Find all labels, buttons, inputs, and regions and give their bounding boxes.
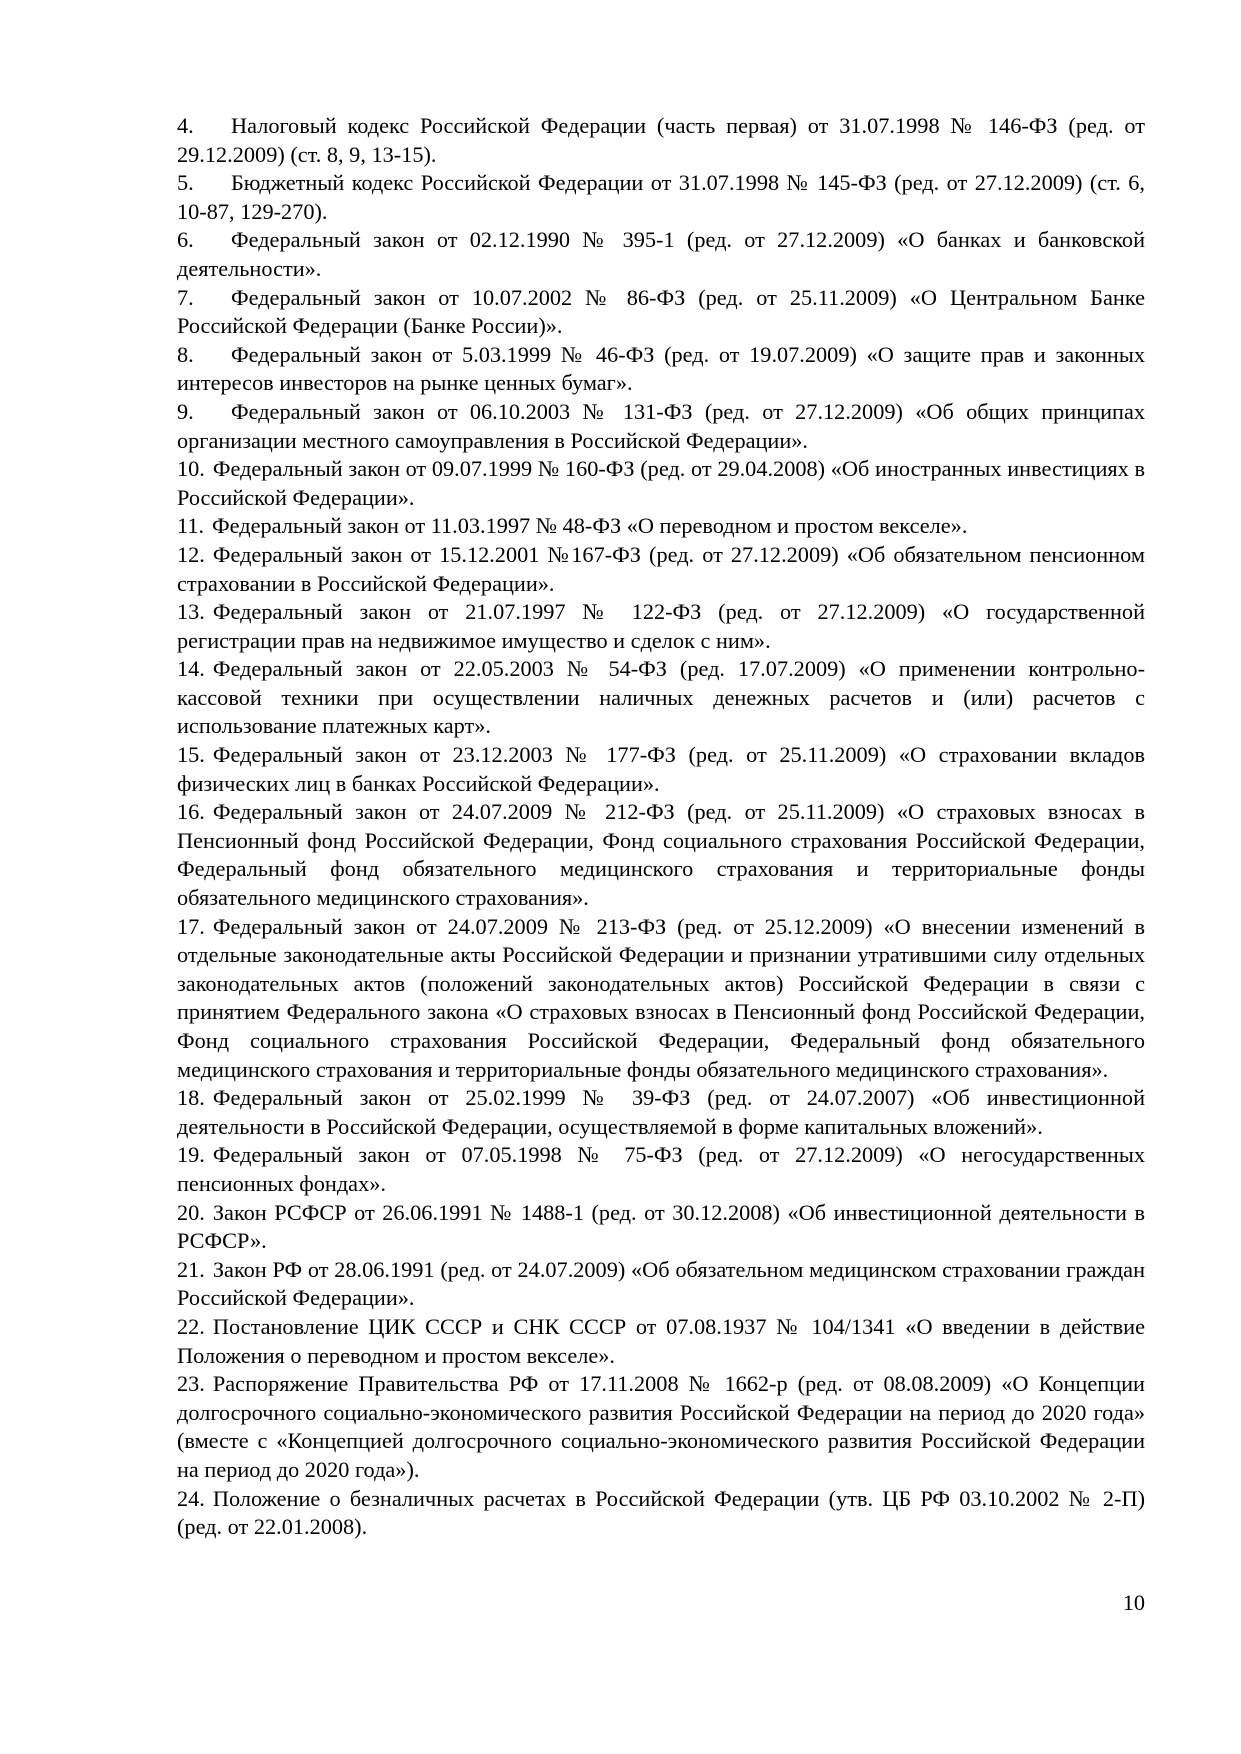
list-item (177, 541, 1145, 598)
item-number: 7. (177, 284, 194, 310)
item-text: Закон РСФСР от 26.06.1991 № 1488-1 (ред. от 30.12.2008) «Об инвестиционной деятельности в РСФСР». (177, 1199, 1145, 1254)
list-item (177, 1141, 1145, 1198)
list-item (177, 1370, 1145, 1484)
page-number: 10 (1122, 1590, 1145, 1615)
item-text: Положение о безналичных расчетах в Российской Федерации (утв. ЦБ РФ 03.10.2002 № 2-П) (ред. от 22.01.2008). (177, 1485, 1145, 1540)
item-text: Федеральный закон от 24.07.2009 № 212-ФЗ (ред. от 25.11.2009) «О страховых взносах в Пенсионный фонд Российской Федерации, Фонд социального страхования Российской Федерации, Федеральный фонд обязательного медицинского страхования и территориальные фонды обязательного медицинского страхования». (177, 799, 1145, 911)
item-text: Распоряжение Правительства РФ от 17.11.2008 № 1662-р (ред. от 08.08.2009) «О Концепции долгосрочного социально-экономического развития Российской Федерации на период до 2020 года» (вместе с «Концепцией долгосрочного социально-экономического развития Российской Федерации на период до 2020 года»). (177, 1371, 1145, 1482)
item-text: Федеральный закон от 06.10.2003 № 131-ФЗ (ред. от 27.12.2009) «Об общих принципах организации местного самоуправления в Российской Федерации». (177, 398, 1145, 453)
list-item (177, 226, 1145, 283)
item-text: Федеральный закон от 07.05.1998 № 75-ФЗ (ред. от 27.12.2009) «О негосударственных пенсионных фондах». (177, 1142, 1145, 1196)
list-item (177, 1313, 1145, 1370)
list-item (177, 1485, 1145, 1542)
item-text: Бюджетный кодекс Российской Федерации от 31.07.1998 № 145-ФЗ (ред. от 27.12.2009) (ст. 6, 10-87, 129-270). (177, 170, 1145, 224)
item-text: Федеральный закон от 15.12.2001 №167-ФЗ (ред. от 27.12.2009) «Об обязательном пенсионном страховании в Российской Федерации». (177, 541, 1145, 596)
list-item (177, 913, 1145, 1085)
list-item (177, 1084, 1145, 1141)
item-number: 10. (177, 456, 205, 482)
list-item (177, 598, 1145, 655)
item-text: Федеральный закон от 21.07.1997 № 122-ФЗ (ред. от 27.12.2009) «О государственной регистрации прав на недвижимое имущество и сделок с ним». (177, 599, 1145, 653)
item-number: 16. (177, 799, 205, 825)
item-number: 5. (177, 170, 194, 196)
item-number: 11. (177, 513, 205, 539)
list-item (177, 1199, 1145, 1256)
references-list (177, 112, 1145, 1542)
item-text: Налоговый кодекс Российской Федерации (часть первая) от 31.07.1998 № 146-ФЗ (ред. от 29.12.2009) (ст. 8, 9, 13-15). (177, 113, 1145, 167)
item-number: 6. (177, 227, 194, 253)
item-text: Федеральный закон от 23.12.2003 № 177-ФЗ (ред. от 25.11.2009) «О страховании вкладов физических лиц в банках Российской Федерации». (177, 742, 1145, 796)
item-text: Постановление ЦИК СССР и СНК СССР от 07.08.1937 № 104/1341 «О введении в действие Положения о переводном и простом векселе». (177, 1313, 1145, 1368)
item-text: Федеральный закон от 10.07.2002 № 86-ФЗ (ред. от 25.11.2009) «О Центральном Банке Российской Федерации (Банке России)». (177, 284, 1145, 339)
item-number: 21. (177, 1256, 205, 1282)
item-number: 15. (177, 742, 205, 768)
item-number: 9. (177, 398, 194, 424)
list-item (177, 798, 1145, 912)
item-text: Федеральный закон от 5.03.1999 № 46-ФЗ (ред. от 19.07.2009) «О защите прав и законных интересов инвесторов на рынке ценных бумаг». (177, 341, 1145, 396)
list-item (177, 398, 1145, 455)
item-number: 12. (177, 541, 205, 567)
list-item (177, 512, 1145, 541)
item-text: Федеральный закон от 24.07.2009 № 213-ФЗ (ред. от 25.12.2009) «О внесении изменений в отдельные законодательные акты Российской Федерации и признании утратившими силу отдельных законодательных актов (положений законодательных актов) Российской Федерации в связи с принятием Федерального закона «О страховых взносах в Пенсионный фонд Российской Федерации, Фонд социального страхования Российской Федерации, Федеральный фонд обязательного медицинского страхования и территориальные фонды обязательного медицинского страхования». (177, 913, 1145, 1082)
item-number: 22. (177, 1313, 205, 1339)
item-number: 24. (177, 1485, 205, 1511)
item-text: Федеральный закон от 02.12.1990 № 395-1 (ред. от 27.12.2009) «О банках и банковской деятельности». (177, 227, 1145, 281)
item-text: Федеральный закон от 22.05.2003 № 54-ФЗ (ред. 17.07.2009) «О применении контрольно-кассовой техники при осуществлении наличных денежных расчетов и (или) расчетов с использование платежных карт». (177, 656, 1145, 739)
item-number: 8. (177, 341, 194, 367)
item-text: Федеральный закон от 09.07.1999 № 160-ФЗ (ред. от 29.04.2008) «Об иностранных инвестициях в Российской Федерации». (177, 456, 1145, 510)
list-item (177, 655, 1145, 741)
item-number: 17. (177, 913, 205, 939)
list-item (177, 741, 1145, 798)
list-item (177, 341, 1145, 398)
list-item (177, 1256, 1145, 1313)
item-number: 13. (177, 599, 205, 625)
item-number: 4. (177, 113, 194, 138)
list-item (177, 455, 1145, 512)
item-number: 23. (177, 1371, 205, 1397)
item-text: Закон РФ от 28.06.1991 (ред. от 24.07.2009) «Об обязательном медицинском страховании граждан Российской Федерации». (177, 1256, 1145, 1311)
list-item (177, 112, 1145, 169)
item-text: Федеральный закон от 11.03.1997 № 48-ФЗ «О переводном и простом векселе». (212, 513, 968, 539)
item-text: Федеральный закон от 25.02.1999 № 39-ФЗ (ред. от 24.07.2007) «Об инвестиционной деятельности в Российской Федерации, осуществляемой в форме капитальных вложений». (177, 1085, 1145, 1139)
item-number: 20. (177, 1199, 205, 1225)
list-item (177, 169, 1145, 226)
item-number: 18. (177, 1085, 205, 1111)
item-number: 19. (177, 1142, 205, 1168)
item-number: 14. (177, 656, 205, 682)
list-item (177, 284, 1145, 341)
